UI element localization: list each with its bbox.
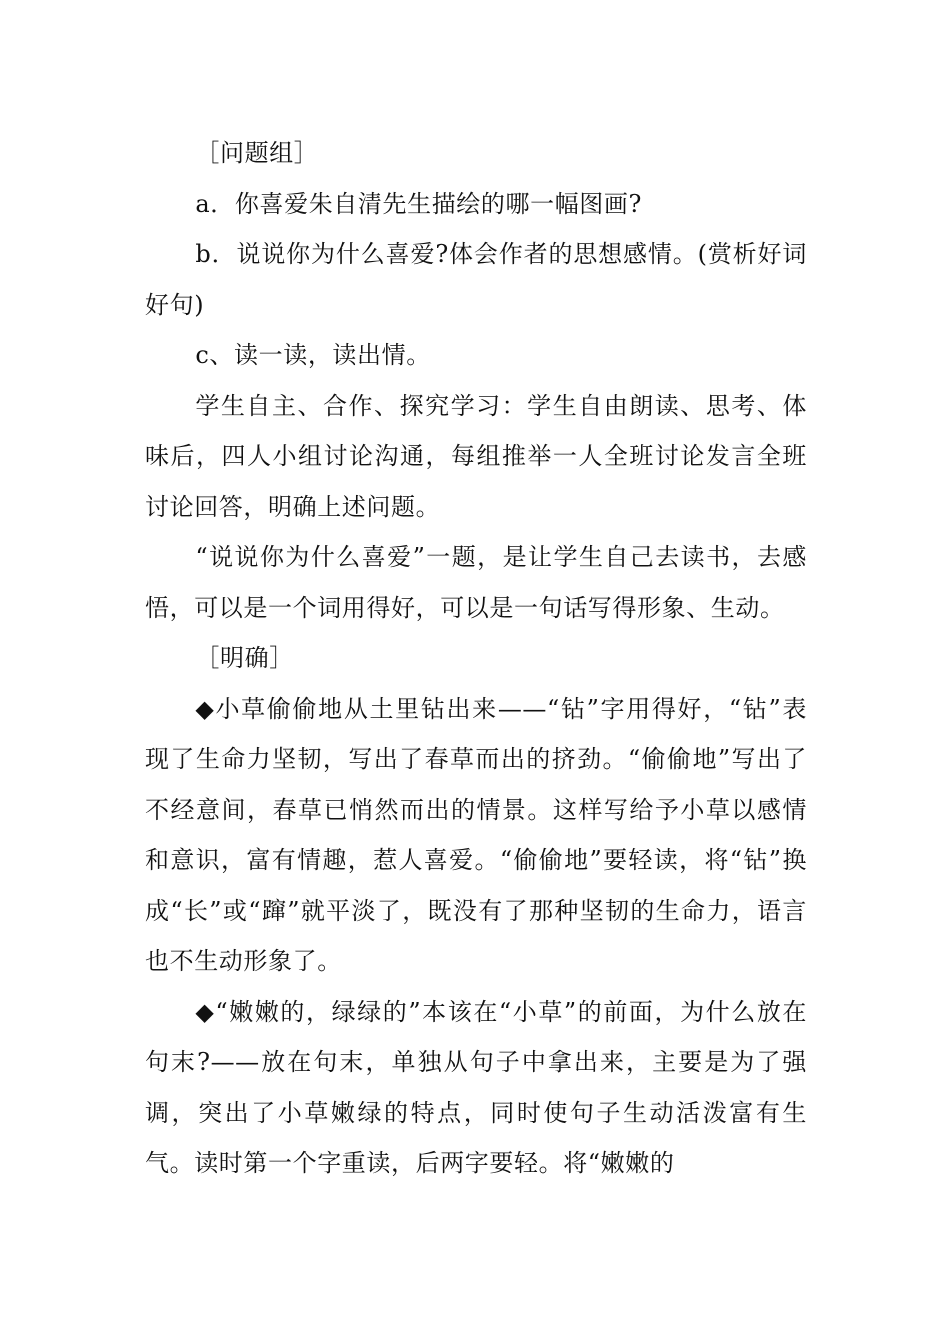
paragraph-tender-green: ◆“嫩嫩的，绿绿的”本该在“小草”的前面，为什么放在句末?——放在句末，单独从句子中拿出来，主要是为了强调，突出了小草嫩绿的特点，同时使句子生动活泼富有生气。读时第一个字重读，后两字要轻。将“嫩嫩的 [145, 997, 807, 1177]
paragraph-study-method: 学生自主、合作、探究学习：学生自由朗读、思考、体味后，四人小组讨论沟通，每组推举一人全班讨论发言全班讨论回答，明确上述问题。 [145, 391, 807, 521]
document-body [145, 128, 807, 1189]
paragraph-drill-word: ◆小草偷偷地从土里钻出来——“钻”字用得好，“钻”表现了生命力坚韧，写出了春草而出的挤劲。“偷偷地”写出了不经意间，春草已悄然而出的情景。这样写给予小草以感情和意识，富有情趣，惹人喜爱。“偷偷地”要轻读，将“钻”换成“长”或“蹿”就平淡了，既没有了那种坚韧的生命力，语言也不生动形象了。 [145, 694, 807, 975]
question-b: b．说说你为什么喜爱?体会作者的思想感情。(赏析好词好句) [145, 240, 807, 319]
question-c: c、读一读，读出情。 [195, 341, 431, 369]
heading-question-group: ［问题组］ [195, 139, 319, 167]
heading-clarify: ［明确］ [195, 644, 294, 672]
paragraph-why-like: “说说你为什么喜爱”一题，是让学生自己去读书，去感悟，可以是一个词用得好，可以是一句话写得形象、生动。 [145, 543, 807, 622]
question-a: a．你喜爱朱自清先生描绘的哪一幅图画? [195, 189, 642, 218]
